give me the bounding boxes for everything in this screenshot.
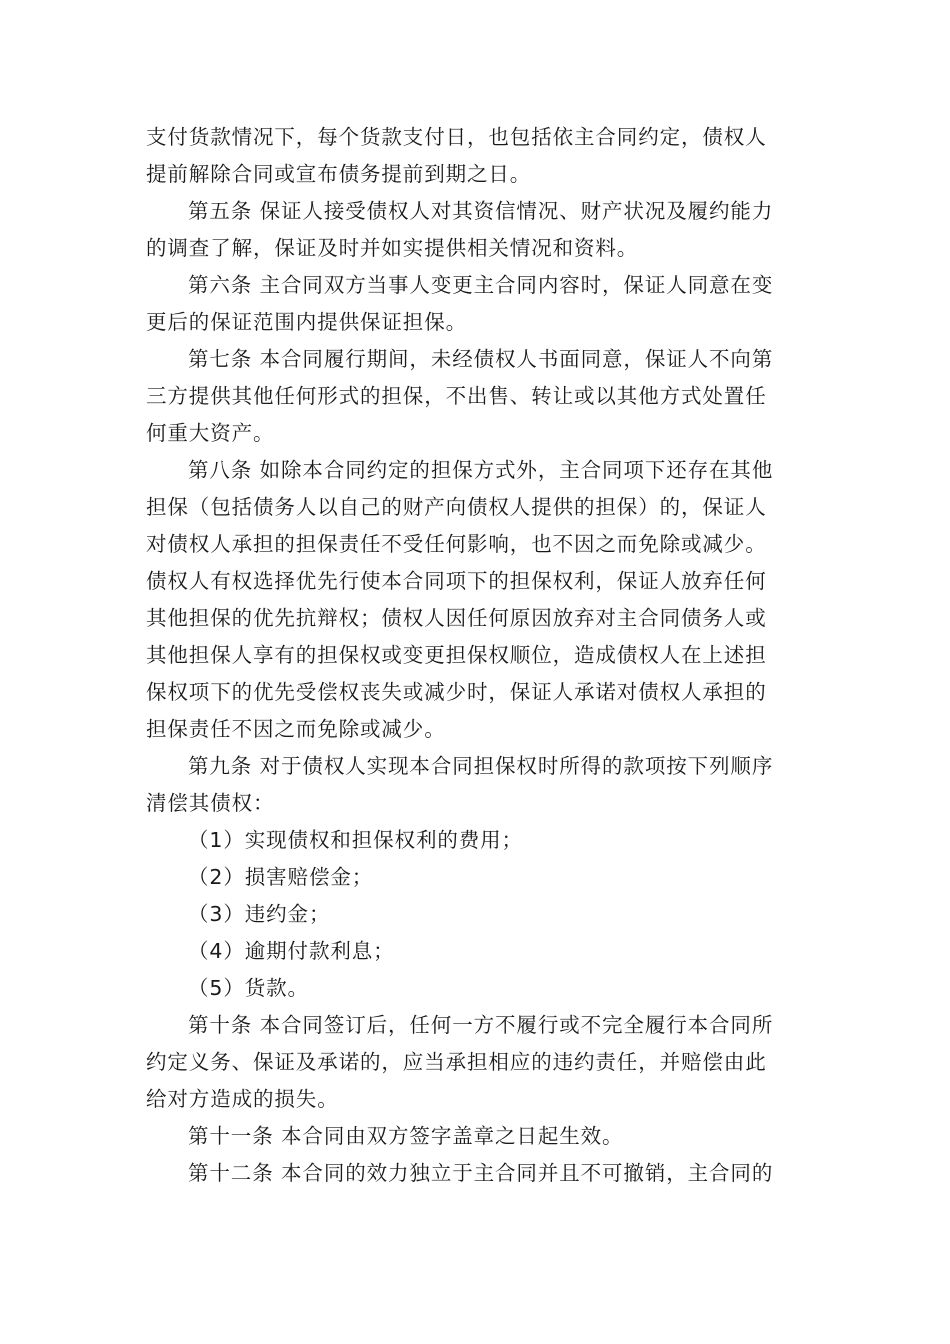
paragraph-line: （4）逾期付款利息；	[188, 939, 395, 963]
paragraph-line: 三方提供其他任何形式的担保，不出售、转让或以其他方式处置任	[146, 384, 767, 408]
paragraph-line: 债权人有权选择优先行使本合同项下的担保权利，保证人放弃任何	[146, 569, 767, 593]
paragraph-line: 何重大资产。	[146, 421, 275, 445]
contract-body-text	[146, 119, 806, 1192]
paragraph-line: 担保责任不因之而免除或减少。	[146, 717, 446, 741]
paragraph-line: 第九条 对于债权人实现本合同担保权时所得的款项按下列顺序	[188, 754, 774, 778]
paragraph-line: 对债权人承担的担保责任不受任何影响，也不因之而免除或减少。	[146, 532, 767, 556]
paragraph-line: 约定义务、保证及承诺的，应当承担相应的违约责任，并赔偿由此	[146, 1050, 767, 1074]
paragraph-line: 第七条 本合同履行期间，未经债权人书面同意，保证人不向第	[188, 347, 774, 371]
paragraph-line: 第八条 如除本合同约定的担保方式外，主合同项下还存在其他	[188, 458, 774, 482]
paragraph-line: 清偿其债权：	[146, 791, 275, 815]
paragraph-line: 其他担保的优先抗辩权；债权人因任何原因放弃对主合同债务人或	[146, 606, 767, 630]
paragraph-line: 其他担保人享有的担保权或变更担保权顺位，造成债权人在上述担	[146, 643, 767, 667]
paragraph-line: 的调查了解，保证及时并如实提供相关情况和资料。	[146, 236, 639, 260]
paragraph-line: 保权项下的优先受偿权丧失或减少时，保证人承诺对债权人承担的	[146, 680, 767, 704]
paragraph-line: 第五条 保证人接受债权人对其资信情况、财产状况及履约能力	[188, 199, 774, 223]
paragraph-line: 支付货款情况下，每个货款支付日，也包括依主合同约定，债权人	[146, 125, 767, 149]
paragraph-line: （1）实现债权和担保权利的费用；	[188, 828, 523, 852]
paragraph-line: 给对方造成的损失。	[146, 1087, 339, 1111]
paragraph-line: 第十条 本合同签订后，任何一方不履行或不完全履行本合同所	[188, 1013, 774, 1037]
paragraph-line: 担保（包括债务人以自己的财产向债权人提供的担保）的，保证人	[146, 495, 767, 519]
paragraph-line: （2）损害赔偿金；	[188, 865, 374, 889]
paragraph-line: 第十二条 本合同的效力独立于主合同并且不可撤销，主合同的	[188, 1161, 774, 1185]
paragraph-line: 第六条 主合同双方当事人变更主合同内容时，保证人同意在变	[188, 273, 774, 297]
paragraph-line: 第十一条 本合同由双方签字盖章之日起生效。	[188, 1124, 624, 1148]
paragraph-line: （3）违约金；	[188, 902, 331, 926]
paragraph-line: 提前解除合同或宣布债务提前到期之日。	[146, 162, 532, 186]
paragraph-line: 更后的保证范围内提供保证担保。	[146, 310, 467, 334]
paragraph-line: （5）货款。	[188, 976, 309, 1000]
